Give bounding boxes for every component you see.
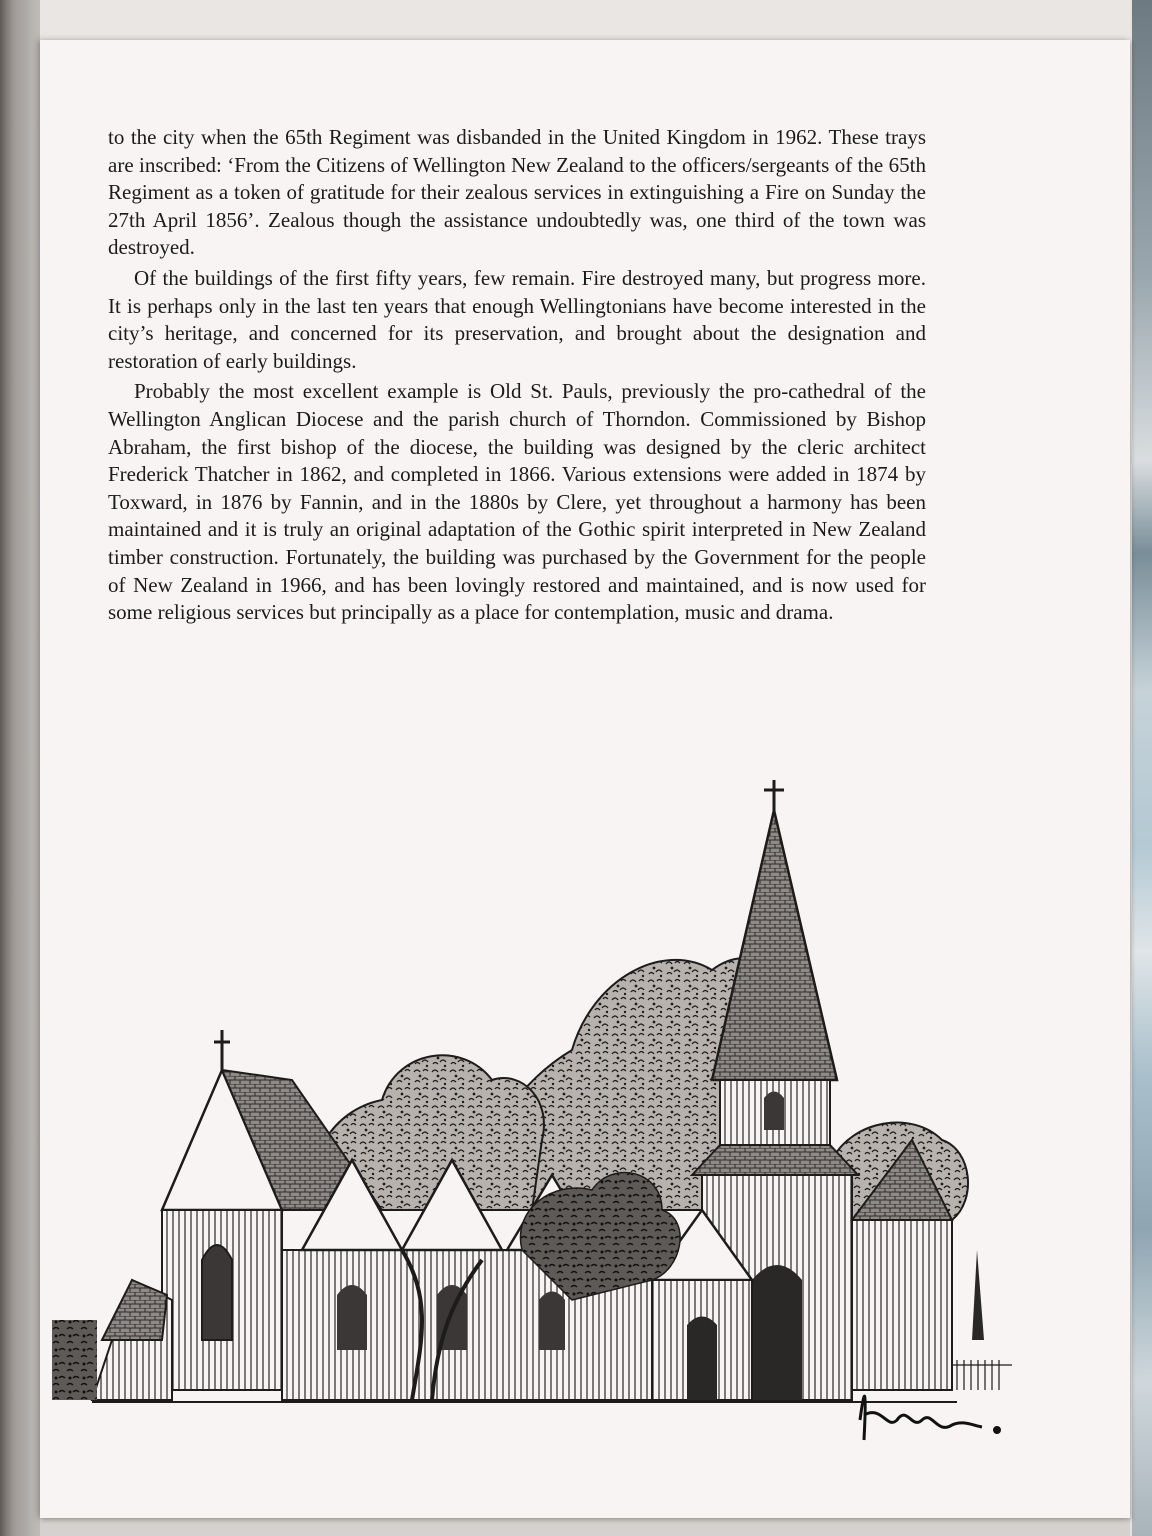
body-text	[108, 124, 926, 627]
top-endpaper	[40, 0, 1130, 40]
bottom-endpaper	[40, 1518, 1130, 1536]
paragraph-2: Of the buildings of the first fifty years, few remain. Fire destroyed many, but progress more. It is perhaps only in the last ten years that enough Wellingtonians have become interested in the city’s heritage, and concerned for its preservation, and brought about the designation and restoration of early buildings.	[108, 265, 926, 373]
church-drawing-icon	[52, 780, 1012, 1480]
paragraph-1: to the city when the 65th Regiment was disbanded in the United Kingdom in 1962. These trays are inscribed: ‘From the Citizens of Wellington New Zealand to the officers/sergeants of the 65th Regiment as a token of gratitude for their zealous services in extinguishing a Fire on Sunday the 27th April 1856’. Zealous though the assistance undoubtedly was, one third of the town was destroyed.	[108, 125, 926, 260]
paragraph-3: Probably the most excellent example is Old St. Pauls, previously the pro-cathedral of the Wellington Anglican Diocese and the parish church of Thorndon. Commissioned by Bishop Abraham, the first bishop of the diocese, the building was designed by the cleric architect Frederick Thatcher in 1862, and completed in 1866. Various extensions were added in 1874 by Toxward, in 1876 by Fannin, and in the 1880s by Clere, yet throughout a harmony has been maintained and it is truly an original adaptation of the Gothic spirit interpreted in New Zealand timber construction. Fortunately, the building was purchased by the Government for the people of New Zealand in 1966, and has been lovingly restored and maintained, and is now used for some religious services but principally as a place for contemplation, music and drama.	[108, 379, 926, 625]
